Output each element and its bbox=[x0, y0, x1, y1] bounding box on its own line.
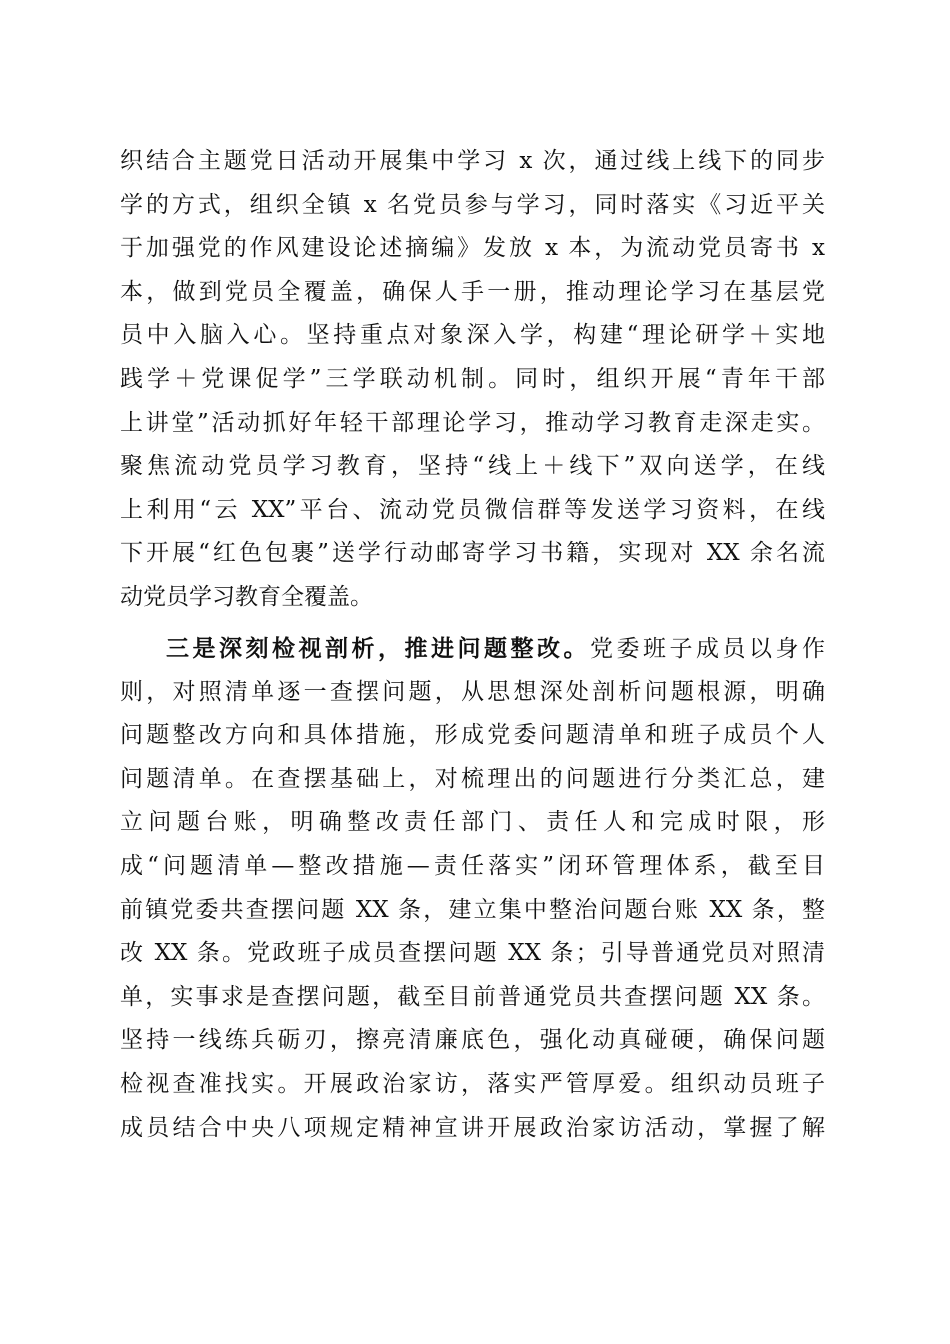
paragraph-line: 立问题台账，明确整改责任部门、责任人和完成时限，形 bbox=[120, 809, 825, 836]
paragraph-line: 上讲堂”活动抓好年轻干部理论学习，推动学习教育走深走实。 bbox=[120, 409, 825, 436]
paragraph-line: 员中入脑入心。坚持重点对象深入学，构建“理论研学＋实地 bbox=[120, 322, 825, 349]
paragraph-line: 本，做到党员全覆盖，确保人手一册，推动理论学习在基层党 bbox=[120, 278, 825, 305]
paragraph-1 bbox=[120, 140, 825, 620]
paragraph-2 bbox=[120, 627, 825, 1150]
paragraph-line: 于加强党的作风建设论述摘编》发放 x 本，为流动党员寄书 x bbox=[120, 235, 825, 262]
paragraph-line: 则，对照清单逐一查摆问题，从思想深处剖析问题根源，明确 bbox=[120, 678, 825, 705]
paragraph-lead-heading: 三是深刻检视剖析，推进问题整改。 bbox=[166, 635, 590, 662]
paragraph-line: 成“问题清单—整改措施—责任落实”闭环管理体系，截至目 bbox=[120, 852, 825, 879]
paragraph-line: 问题清单。在查摆基础上，对梳理出的问题进行分类汇总，建 bbox=[120, 765, 825, 792]
paragraph-line: 践学＋党课促学”三学联动机制。同时，组织开展“青年干部 bbox=[120, 365, 825, 392]
paragraph-line: 织结合主题党日活动开展集中学习 x 次，通过线上线下的同步 bbox=[120, 148, 825, 174]
paragraph-line: 学的方式，组织全镇 x 名党员参与学习，同时落实《习近平关 bbox=[120, 191, 825, 218]
paragraph-line: 单，实事求是查摆问题，截至目前普通党员共查摆问题 XX 条。 bbox=[120, 983, 825, 1010]
paragraph-line: 动党员学习教育全覆盖。 bbox=[120, 583, 373, 610]
paragraph-line: 坚持一线练兵砺刃，擦亮清廉底色，强化动真碰硬，确保问题 bbox=[120, 1027, 825, 1054]
paragraph-line: 前镇党委共查摆问题 XX 条，建立集中整治问题台账 XX 条，整 bbox=[120, 896, 825, 923]
paragraph-line: 问题整改方向和具体措施，形成党委问题清单和班子成员个人 bbox=[120, 722, 825, 749]
paragraph-first-line bbox=[120, 627, 825, 671]
paragraph-line: 检视查准找实。开展政治家访，落实严管厚爱。组织动员班子 bbox=[120, 1070, 825, 1097]
paragraph-line: 成员结合中央八项规定精神宣讲开展政治家访活动，掌握了解 bbox=[120, 1114, 825, 1141]
paragraph-line: 下开展“红色包裹”送学行动邮寄学习书籍，实现对 XX 余名流 bbox=[120, 540, 825, 567]
paragraph-line: 上利用“云 XX”平台、流动党员微信群等发送学习资料，在线 bbox=[120, 496, 825, 523]
paragraph-first-line-rest: 党委班子成员以身作 bbox=[590, 636, 825, 662]
paragraph-line: 改 XX 条。党政班子成员查摆问题 XX 条；引导普通党员对照清 bbox=[120, 940, 825, 967]
paragraph-line: 聚焦流动党员学习教育，坚持“线上＋线下”双向送学，在线 bbox=[120, 453, 825, 480]
